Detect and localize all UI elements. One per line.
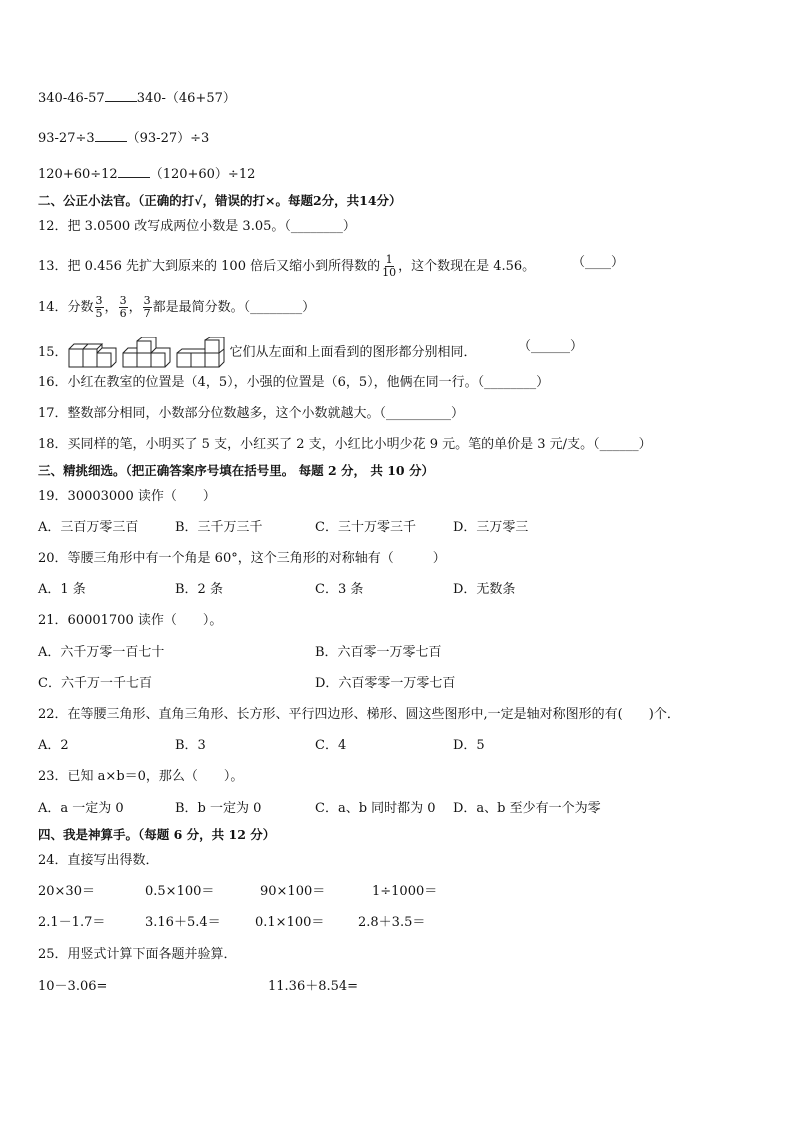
q14-text-2: 都是最简分数。（________） bbox=[152, 300, 316, 315]
cube-figure-2 bbox=[122, 337, 172, 369]
section4-title: 四、我是神算手。（每题 6 分，共 12 分） bbox=[38, 827, 276, 842]
section2-title: 二、公正小法官。（正确的打√，错误的打×。每题2分，共14分） bbox=[38, 193, 402, 208]
q21-option-a[interactable]: A．六千万零一百七十 bbox=[38, 645, 165, 660]
question-15 bbox=[38, 336, 477, 370]
numerator: 1 bbox=[385, 253, 393, 266]
q13-text: 13．把 0.456 先扩大到原来的 100 倍后又缩小到所得数的 bbox=[38, 259, 381, 274]
answer-blank[interactable] bbox=[118, 165, 150, 178]
denominator: 10 bbox=[382, 266, 397, 279]
question-22: 22．在等腰三角形、直角三角形、长方形、平行四边形、梯形、圆这些图形中,一定是轴对称图形的有( )个． bbox=[38, 707, 680, 722]
question-12: 12．把 3.0500 改写成两位小数是 3.05。（________） bbox=[38, 219, 356, 234]
denominator: 5 bbox=[95, 307, 103, 320]
question-21: 21．60001700 读作（ ）。 bbox=[38, 613, 223, 628]
q21-option-c[interactable]: C．六千万一千七百 bbox=[38, 676, 152, 691]
cube-figure-1 bbox=[68, 337, 118, 369]
q19-option-d[interactable]: D．三万零三 bbox=[453, 520, 529, 535]
separator: ， bbox=[128, 300, 142, 315]
q22-option-b[interactable]: B．3 bbox=[175, 738, 206, 753]
q19-option-b[interactable]: B．三千万三千 bbox=[175, 520, 263, 535]
calc-item: 2.8＋3.5＝ bbox=[358, 915, 426, 930]
q20-option-b[interactable]: B．2 条 bbox=[175, 582, 223, 597]
question-16: 16．小红在教室的位置是（4，5），小强的位置是（6，5），他俩在同一行。（________） bbox=[38, 375, 550, 390]
fraction bbox=[95, 295, 104, 320]
compare-left: 93-27÷3 bbox=[38, 131, 95, 146]
q20-option-d[interactable]: D．无数条 bbox=[453, 582, 516, 597]
question-14 bbox=[38, 295, 315, 320]
denominator: 6 bbox=[119, 307, 127, 320]
calc-item: 90×100＝ bbox=[260, 884, 326, 899]
vertical-calc-item: 11.36＋8.54= bbox=[268, 979, 359, 994]
compare-left: 340-46-57 bbox=[38, 91, 105, 106]
q23-option-b[interactable]: B．b 一定为 0 bbox=[175, 801, 262, 816]
denominator: 7 bbox=[143, 307, 151, 320]
question-13 bbox=[38, 254, 535, 279]
q13-text-2: ，这个数现在是 4.56。 bbox=[398, 259, 536, 274]
question-20: 20．等腰三角形中有一个角是 60°，这个三角形的对称轴有（ ） bbox=[38, 551, 446, 566]
fraction bbox=[381, 254, 397, 279]
q21-option-d[interactable]: D．六百零零一万零七百 bbox=[315, 676, 456, 691]
compare-line-1 bbox=[38, 89, 236, 107]
compare-right: （120+60）÷12 bbox=[149, 167, 256, 182]
q14-text: 14．分数 bbox=[38, 300, 94, 315]
question-18: 18．买同样的笔，小明买了 5 支，小红买了 2 支，小红比小明少花 9 元。笔的单价是 3 元/支。（______） bbox=[38, 437, 652, 452]
section3-title: 三、精挑细选。（把正确答案序号填在括号里。 每题 2 分， 共 10 分） bbox=[38, 463, 434, 478]
calc-item: 0.1×100＝ bbox=[255, 915, 325, 930]
q22-option-d[interactable]: D．5 bbox=[453, 738, 485, 753]
compare-line-2 bbox=[38, 129, 209, 147]
q22-option-a[interactable]: A．2 bbox=[38, 738, 69, 753]
q23-option-c[interactable]: C．a、b 同时都为 0 bbox=[315, 801, 436, 816]
compare-line-3 bbox=[38, 165, 255, 183]
question-19: 19．30003000 读作（ ） bbox=[38, 489, 216, 504]
answer-blank[interactable] bbox=[105, 89, 137, 102]
q15-text: 它们从左面和上面看到的图形都分别相同． bbox=[229, 345, 477, 360]
q21-option-b[interactable]: B．六百零一万零七百 bbox=[315, 645, 442, 660]
q20-option-a[interactable]: A．1 条 bbox=[38, 582, 86, 597]
question-23: 23．已知 a×b＝0，那么（ ）。 bbox=[38, 769, 244, 784]
calc-item: 2.1－1.7＝ bbox=[38, 915, 106, 930]
calc-item: 20×30＝ bbox=[38, 884, 95, 899]
calc-item: 0.5×100＝ bbox=[145, 884, 215, 899]
vertical-calc-item: 10－3.06= bbox=[38, 979, 108, 994]
numerator: 3 bbox=[143, 294, 151, 307]
numerator: 3 bbox=[95, 294, 103, 307]
q23-option-d[interactable]: D．a、b 至少有一个为零 bbox=[453, 801, 601, 816]
calc-item: 3.16＋5.4＝ bbox=[145, 915, 221, 930]
q15-blank[interactable]: （______） bbox=[518, 339, 584, 354]
answer-blank[interactable] bbox=[95, 129, 127, 142]
question-24: 24．直接写出得数． bbox=[38, 853, 159, 868]
compare-right: （93-27）÷3 bbox=[126, 131, 210, 146]
q20-option-c[interactable]: C．3 条 bbox=[315, 582, 364, 597]
cube-figure-3 bbox=[176, 337, 226, 369]
q22-option-c[interactable]: C．4 bbox=[315, 738, 347, 753]
q15-number: 15． bbox=[38, 345, 68, 360]
fraction bbox=[143, 295, 152, 320]
compare-left: 120+60÷12 bbox=[38, 167, 118, 182]
question-25: 25．用竖式计算下面各题并验算． bbox=[38, 947, 237, 962]
calc-item: 1÷1000＝ bbox=[372, 884, 438, 899]
numerator: 3 bbox=[119, 294, 127, 307]
q13-blank[interactable]: （____） bbox=[572, 255, 625, 270]
fraction bbox=[119, 295, 128, 320]
separator: ， bbox=[104, 300, 118, 315]
q19-option-c[interactable]: C．三十万零三千 bbox=[315, 520, 416, 535]
question-17: 17．整数部分相同，小数部分位数越多，这个小数就越大。（__________） bbox=[38, 406, 465, 421]
compare-right: 340-（46+57） bbox=[136, 91, 236, 106]
q23-option-a[interactable]: A．a 一定为 0 bbox=[38, 801, 124, 816]
q19-option-a[interactable]: A．三百万零三百 bbox=[38, 520, 139, 535]
